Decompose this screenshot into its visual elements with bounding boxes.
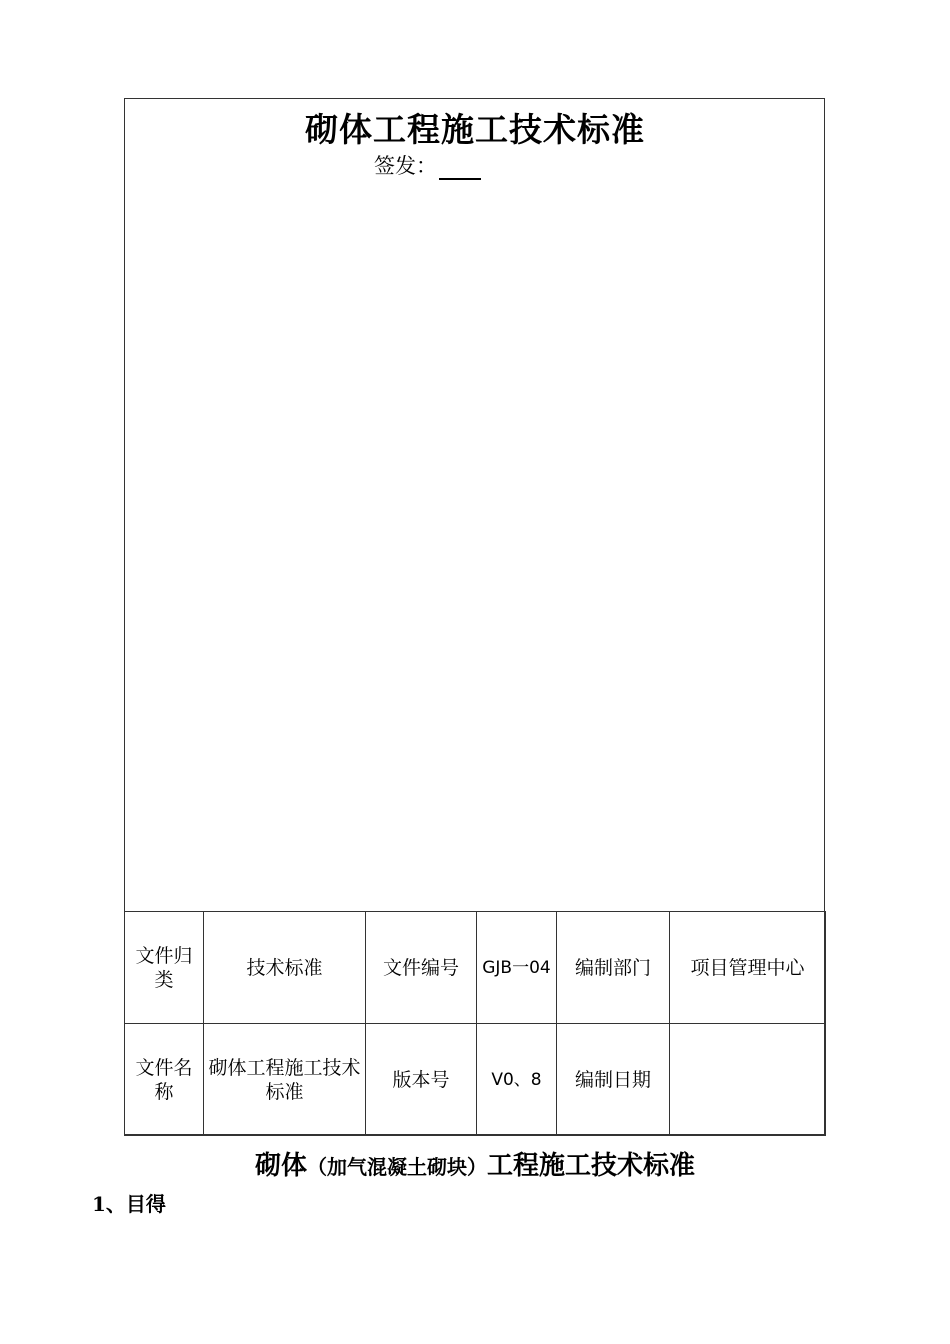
version-label-cell: 版本号 <box>366 1024 477 1136</box>
date-value-cell <box>670 1024 826 1136</box>
name-label-cell: 文件名称 <box>125 1024 204 1136</box>
dept-label-cell: 编制部门 <box>557 912 670 1024</box>
heading-part-1: 砌体 <box>254 1151 307 1181</box>
version-value-cell: V0、8 <box>477 1024 557 1136</box>
dept-value-cell: 项目管理中心 <box>670 912 826 1024</box>
category-label-cell: 文件归类 <box>125 912 204 1024</box>
name-value-cell: 砌体工程施工技术标准 <box>204 1024 366 1136</box>
table-row <box>125 1024 826 1136</box>
code-value-cell: GJB一04 <box>477 912 557 1024</box>
section-heading-1: 1、目得 <box>92 1192 166 1216</box>
document-meta-table <box>124 911 826 1136</box>
category-value-cell: 技术标准 <box>204 912 366 1024</box>
sign-blank-field <box>439 158 481 180</box>
heading-part-2: （加气混凝土砌块） <box>307 1155 487 1179</box>
heading-part-3: 工程施工技术标准 <box>487 1151 696 1181</box>
sign-line <box>374 150 481 180</box>
code-label-cell: 文件编号 <box>366 912 477 1024</box>
date-label-cell: 编制日期 <box>557 1024 670 1136</box>
table-row <box>125 912 826 1024</box>
document-heading <box>0 1145 950 1182</box>
page-title: 砌体工程施工技术标准 <box>305 110 645 149</box>
sign-label: 签发： <box>374 154 437 178</box>
